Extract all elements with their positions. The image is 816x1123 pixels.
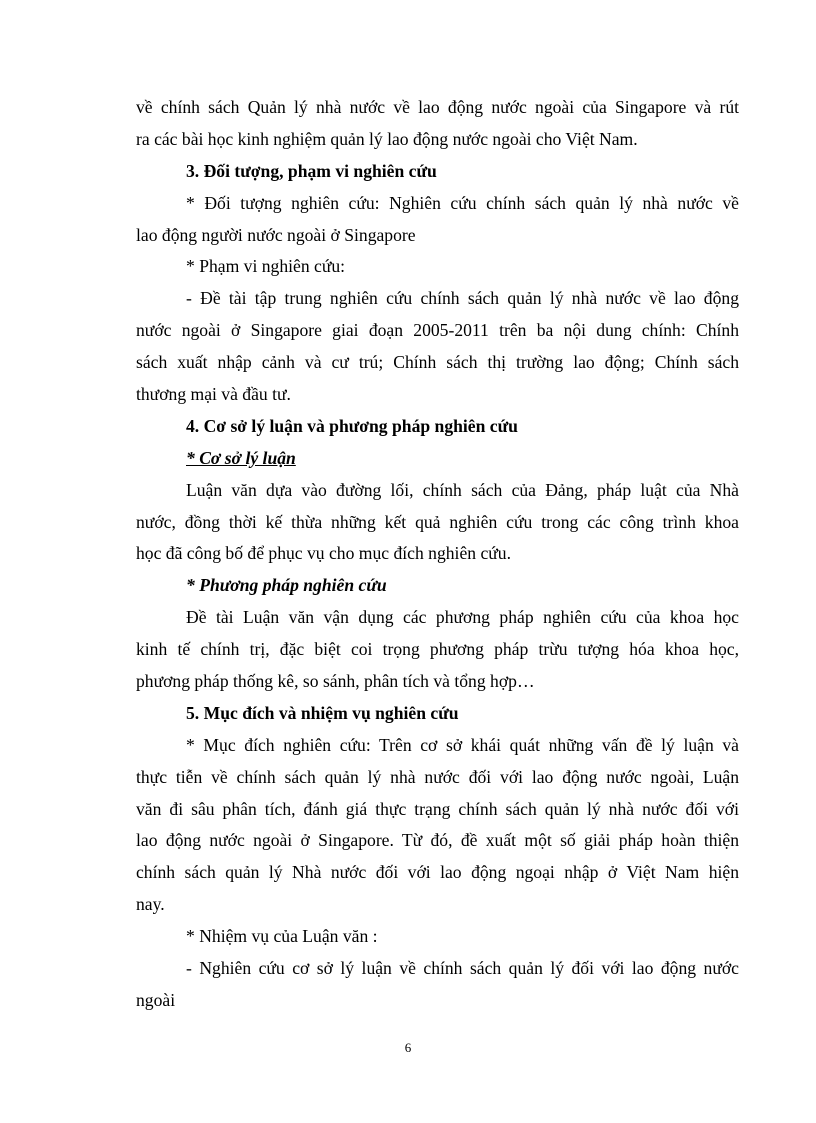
body-line: lao động nước ngoài ở Singapore. Từ đó, đề xuất một số giải pháp hoàn thiện (136, 830, 739, 851)
paragraph-first-line: - Nghiên cứu cơ sở lý luận về chính sách quản lý đối với lao động nước (186, 958, 739, 979)
paragraph-first-line: * Đối tượng nghiên cứu: Nghiên cứu chính sách quản lý nhà nước về (186, 192, 739, 213)
body-line: chính sách quản lý Nhà nước đối với lao động ngoại nhập ở Việt Nam hiện (136, 862, 739, 883)
paragraph-first-line: - Đề tài tập trung nghiên cứu chính sách quản lý nhà nước về lao động (186, 288, 739, 309)
body-line: sách xuất nhập cảnh và cư trú; Chính sách thị trường lao động; Chính sách (136, 352, 739, 373)
body-line: nay. (136, 894, 165, 915)
body-line: ra các bài học kinh nghiệm quản lý lao động nước ngoài cho Việt Nam. (136, 128, 638, 149)
paragraph-first-line: Đề tài Luận văn vận dụng các phương pháp nghiên cứu của khoa học (186, 607, 739, 628)
subsection-heading: * Phương pháp nghiên cứu (186, 575, 387, 596)
body-line: lao động người nước ngoài ở Singapore (136, 224, 416, 245)
body-line: phương pháp thống kê, so sánh, phân tích và tổng hợp… (136, 671, 535, 692)
paragraph-first-line: * Phạm vi nghiên cứu: (186, 256, 346, 277)
document-page (136, 92, 739, 1017)
subsection-heading: * Cơ sở lý luận (186, 447, 296, 468)
paragraph-first-line: * Nhiệm vụ của Luận văn : (186, 926, 378, 947)
document-body (136, 92, 739, 1017)
body-line: nước, đồng thời kế thừa những kết quả nghiên cứu trong các công trình khoa (136, 511, 739, 532)
section-heading: 3. Đối tượng, phạm vi nghiên cứu (186, 160, 437, 181)
page-number: 6 (404, 1040, 412, 1055)
section-heading: 4. Cơ sở lý luận và phương pháp nghiên cứu (186, 415, 518, 436)
body-line: học đã công bố để phục vụ cho mục đích nghiên cứu. (136, 543, 511, 564)
body-line: về chính sách Quản lý nhà nước về lao động nước ngoài của Singapore và rút (136, 97, 739, 117)
section-heading: 5. Mục đích và nhiệm vụ nghiên cứu (186, 702, 459, 723)
body-line: ngoài (136, 989, 176, 1010)
body-line: thương mại và đầu tư. (136, 384, 291, 405)
body-line: văn đi sâu phân tích, đánh giá thực trạng chính sách quản lý nhà nước đối với (136, 798, 739, 819)
body-line: thực tiễn về chính sách quản lý nhà nước đối với lao động nước ngoài, Luận (136, 766, 739, 787)
paragraph-first-line: * Mục đích nghiên cứu: Trên cơ sở khái quát những vấn đề lý luận và (186, 734, 739, 755)
body-line: nước ngoài ở Singapore giai đoạn 2005-2011 trên ba nội dung chính: Chính (136, 320, 739, 341)
paragraph-first-line: Luận văn dựa vào đường lối, chính sách của Đảng, pháp luật của Nhà (186, 479, 739, 500)
body-line: kinh tế chính trị, đặc biệt coi trọng phương pháp trừu tượng hóa khoa học, (136, 639, 739, 660)
